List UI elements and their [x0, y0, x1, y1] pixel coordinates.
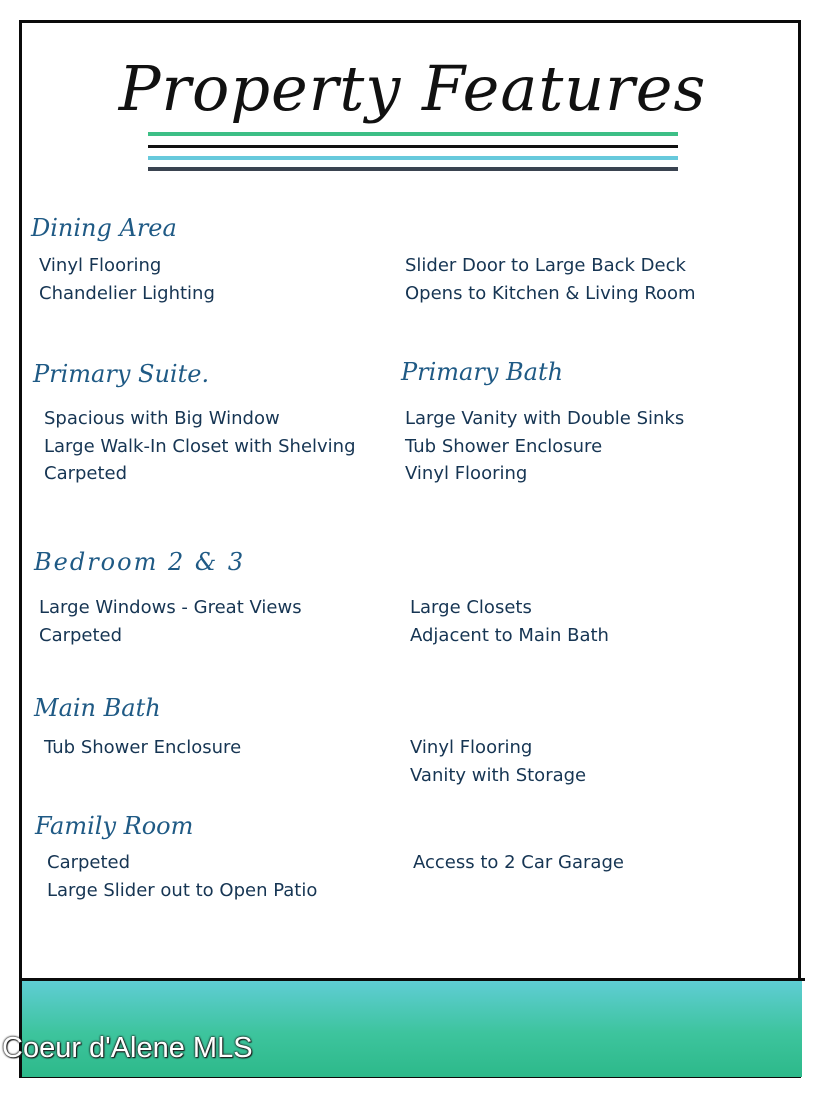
list-item: Large Windows - Great Views — [39, 597, 302, 618]
list-item: Large Closets — [410, 597, 532, 618]
list-item: Large Slider out to Open Patio — [47, 880, 318, 901]
list-item: Vinyl Flooring — [410, 737, 533, 758]
list-item: Opens to Kitchen & Living Room — [405, 283, 696, 304]
list-item: Vinyl Flooring — [405, 463, 528, 484]
list-item: Large Walk-In Closet with Shelving — [44, 436, 356, 457]
list-item: Carpeted — [47, 852, 131, 873]
mls-watermark: Coeur d'Alene MLS — [2, 1032, 253, 1064]
list-item: Tub Shower Enclosure — [44, 737, 242, 758]
page-title: Property Features — [118, 52, 707, 125]
list-item: Carpeted — [39, 625, 123, 646]
list-item: Chandelier Lighting — [39, 283, 215, 304]
section-heading-primary-bath: Primary Bath — [401, 358, 564, 386]
list-item: Vinyl Flooring — [39, 255, 162, 276]
list-item: Vanity with Storage — [410, 765, 587, 786]
decorative-rule-slate — [148, 167, 678, 171]
list-item: Access to 2 Car Garage — [413, 852, 624, 873]
section-heading-main-bath: Main Bath — [34, 694, 161, 722]
list-item: Carpeted — [44, 463, 128, 484]
list-item: Tub Shower Enclosure — [405, 436, 603, 457]
decorative-rule-teal — [148, 156, 678, 160]
decorative-rule-green — [148, 132, 678, 136]
section-heading-family-room: Family Room — [35, 812, 194, 840]
list-item: Adjacent to Main Bath — [410, 625, 609, 646]
list-item: Spacious with Big Window — [44, 408, 280, 429]
list-item: Slider Door to Large Back Deck — [405, 255, 686, 276]
section-heading-dining-area: Dining Area — [31, 214, 177, 242]
section-heading-primary-suite: Primary Suite. — [33, 360, 210, 388]
list-item: Large Vanity with Double Sinks — [405, 408, 685, 429]
decorative-rule-black — [148, 145, 678, 148]
section-heading-bedroom-2-3: Bedroom 2 & 3 — [34, 548, 246, 576]
